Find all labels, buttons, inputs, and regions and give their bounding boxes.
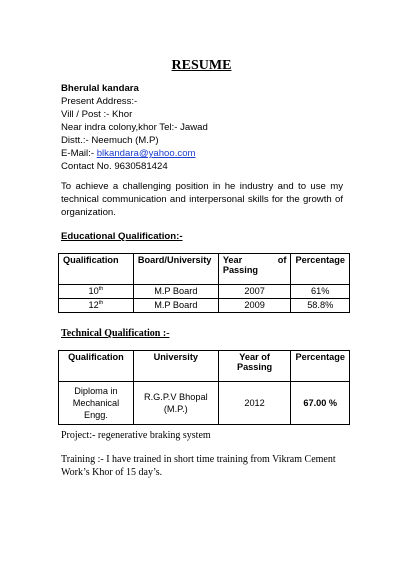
table-header-row [59, 254, 350, 285]
email-link[interactable]: blkandara@yahoo.com [96, 148, 196, 159]
qualification-suffix: th [98, 285, 104, 292]
qualification-cell [59, 382, 134, 425]
qualification-suffix: th [98, 299, 104, 306]
table-row [59, 299, 350, 313]
email-label: E-Mail:- [61, 148, 97, 159]
email-line [61, 147, 196, 160]
header-year-line1: Year of [239, 352, 270, 362]
header-percentage: Percentage [291, 254, 350, 285]
qualification-number: 12 [88, 300, 99, 310]
header-year: Year [222, 255, 243, 265]
educational-qualification-heading: Educational Qualification:- [61, 231, 183, 242]
candidate-name: Bherulal kandara [61, 83, 139, 94]
header-year-line2: Passing [236, 362, 273, 372]
address-vill-post: Vill / Post :- Khor [61, 109, 133, 120]
qualification-cell [59, 285, 134, 299]
year-cell: 2012 [218, 382, 291, 425]
qualification-cell [59, 299, 134, 313]
header-percentage: Percentage [291, 351, 350, 382]
address-distt: Distt.:- Neemuch (M.P) [61, 135, 159, 146]
header-of: of [277, 255, 287, 265]
qualification-line1: Diploma in [74, 386, 118, 396]
university-line1: R.G.P.V Bhopal [143, 392, 208, 402]
educational-qualification-table [58, 253, 350, 313]
table-row [59, 382, 350, 425]
year-cell: 2007 [218, 285, 291, 299]
project-line: Project:- regenerative braking system [61, 430, 211, 441]
page-title: RESUME [171, 58, 232, 73]
header-year-of-passing [218, 254, 291, 285]
contact-number: Contact No. 9630581424 [61, 161, 168, 172]
percentage-cell: 58.8% [291, 299, 350, 313]
header-university: University [133, 351, 218, 382]
table-header-row [59, 351, 350, 382]
present-address-label: Present Address:- [61, 96, 138, 107]
year-cell: 2009 [218, 299, 291, 313]
percentage-cell: 67.00 % [291, 382, 350, 425]
training-paragraph: Training :- I have trained in short time training from Vikram Cement Work’s Khor of 15 day’s. [61, 454, 336, 478]
percentage-cell: 61% [291, 285, 350, 299]
qualification-line3: Engg. [83, 410, 108, 420]
university-cell [133, 382, 218, 425]
qualification-line2: Mechanical [72, 398, 120, 408]
address-near: Near indra colony,khor Tel:- Jawad [61, 122, 208, 133]
university-line2: (M.P.) [163, 404, 188, 414]
table-row [59, 285, 350, 299]
qualification-number: 10 [88, 286, 99, 296]
header-board: Board/University [133, 254, 218, 285]
board-cell: M.P Board [133, 285, 218, 299]
header-year-of-passing [218, 351, 291, 382]
header-qualification: Qualification [59, 351, 134, 382]
technical-qualification-heading: Technical Qualification :- [61, 328, 170, 339]
technical-qualification-table [58, 350, 350, 425]
header-passing: Passing [222, 265, 259, 275]
header-qualification: Qualification [59, 254, 134, 285]
board-cell: M.P Board [133, 299, 218, 313]
career-objective: To achieve a challenging position in he industry and to use my technical communication and interpersonal skills for the growth of organization. [61, 181, 343, 218]
